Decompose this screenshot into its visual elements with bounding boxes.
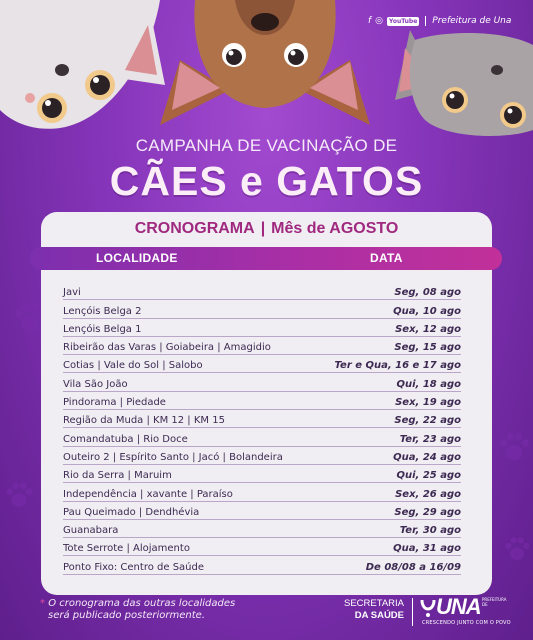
row-date: Seg, 08 ago <box>394 287 461 299</box>
heading-separator: | <box>260 220 266 237</box>
table-row <box>63 410 461 428</box>
row-location: Guanabara <box>63 525 119 537</box>
row-date: Sex, 26 ago <box>395 488 461 500</box>
footnote <box>40 598 260 622</box>
dog-illustration <box>150 0 380 150</box>
secretaria-line-1: SECRETARIA <box>343 598 404 609</box>
row-location: Cotias | Vale do Sol | Salobo <box>63 360 203 372</box>
row-location: Javi <box>63 287 81 299</box>
table-row <box>63 392 461 410</box>
row-location: Pindorama | Piedade <box>63 397 166 409</box>
table-row <box>63 373 461 391</box>
footnote-asterisk: * <box>40 598 45 609</box>
table-row <box>63 300 461 318</box>
row-date: Qua, 31 ago <box>393 543 461 555</box>
una-emblem-icon <box>420 598 436 618</box>
una-logo-text: UNA <box>436 594 481 619</box>
row-date: Seg, 15 ago <box>394 342 461 354</box>
column-header-location: LOCALIDADE <box>96 251 178 265</box>
row-location: Região da Muda | KM 12 | KM 15 <box>63 415 225 427</box>
table-row <box>63 538 461 556</box>
instagram-icon[interactable]: ◎ <box>375 16 384 26</box>
row-location: Pau Queimado | Dendhévia <box>63 506 200 518</box>
table-row <box>63 447 461 465</box>
schedule-table <box>63 282 461 575</box>
row-date: Ter e Qua, 16 e 17 ago <box>334 360 461 372</box>
row-location: Ponto Fixo: Centro de Saúde <box>63 561 205 573</box>
table-row <box>63 465 461 483</box>
footer-divider <box>412 598 413 626</box>
column-header-date: DATA <box>370 251 403 265</box>
secretaria-line-2: DA SAÚDE <box>354 610 404 621</box>
table-row <box>63 502 461 520</box>
una-logo-top: PREFEITURA DE <box>482 597 507 607</box>
campaign-title: CÃES e GATOS <box>109 158 424 204</box>
column-header-bar <box>30 247 502 270</box>
table-row <box>63 428 461 446</box>
row-date: Qua, 24 ago <box>393 451 461 463</box>
row-date: Ter, 23 ago <box>399 433 461 445</box>
table-row <box>63 483 461 501</box>
row-date: Qui, 25 ago <box>396 470 461 482</box>
paw-print-icon <box>503 535 531 563</box>
table-row <box>63 556 461 574</box>
brand-handle: Prefeitura de Una <box>432 16 512 26</box>
row-date: Sex, 12 ago <box>395 323 461 335</box>
row-date: Qua, 10 ago <box>393 305 461 317</box>
footnote-line-1: O cronograma das outras localidades <box>48 598 236 609</box>
heading-month: Mês de AGOSTO <box>271 220 399 237</box>
row-date: Seg, 29 ago <box>394 506 461 518</box>
cat-illustration-left <box>0 0 170 135</box>
table-row <box>63 355 461 373</box>
table-row <box>63 319 461 337</box>
divider <box>425 16 426 26</box>
row-date: De 08/08 a 16/09 <box>365 561 461 573</box>
table-row <box>63 520 461 538</box>
paw-print-icon <box>497 430 531 464</box>
facebook-icon[interactable]: f <box>368 16 372 26</box>
footnote-line-2: será publicado posteriormente. <box>48 610 205 621</box>
social-bar <box>368 16 518 26</box>
campaign-subtitle: CAMPANHA DE VACINAÇÃO DE <box>135 136 398 155</box>
row-location: Comandatuba | Rio Doce <box>63 433 188 445</box>
row-date: Qui, 18 ago <box>396 378 461 390</box>
table-row <box>63 337 461 355</box>
row-location: Ribeirão das Varas | Goiabeira | Amagidio <box>63 342 271 354</box>
row-date: Ter, 30 ago <box>399 525 461 537</box>
row-location: Lençóis Belga 2 <box>63 305 142 317</box>
row-date: Seg, 22 ago <box>394 415 461 427</box>
row-date: Sex, 19 ago <box>395 397 461 409</box>
table-row <box>63 282 461 300</box>
schedule-heading <box>41 220 492 238</box>
paw-print-icon <box>4 480 34 510</box>
una-tagline: CRESCENDO JUNTO COM O POVO <box>422 620 511 626</box>
una-logo <box>420 594 510 630</box>
youtube-icon[interactable]: YouTube <box>389 17 418 25</box>
row-location: Rio da Serra | Maruim <box>63 470 172 482</box>
row-location: Lençóis Belga 1 <box>63 323 142 335</box>
heading-cronograma: CRONOGRAMA <box>134 220 255 237</box>
row-location: Vila São João <box>63 378 128 390</box>
row-location: Outeiro 2 | Espírito Santo | Jacó | Bolandeira <box>63 451 283 463</box>
row-location: Tote Serrote | Alojamento <box>63 543 190 555</box>
cat-illustration-right <box>385 20 533 140</box>
secretaria-label <box>340 598 404 622</box>
row-location: Independência | xavante | Paraíso <box>63 488 233 500</box>
